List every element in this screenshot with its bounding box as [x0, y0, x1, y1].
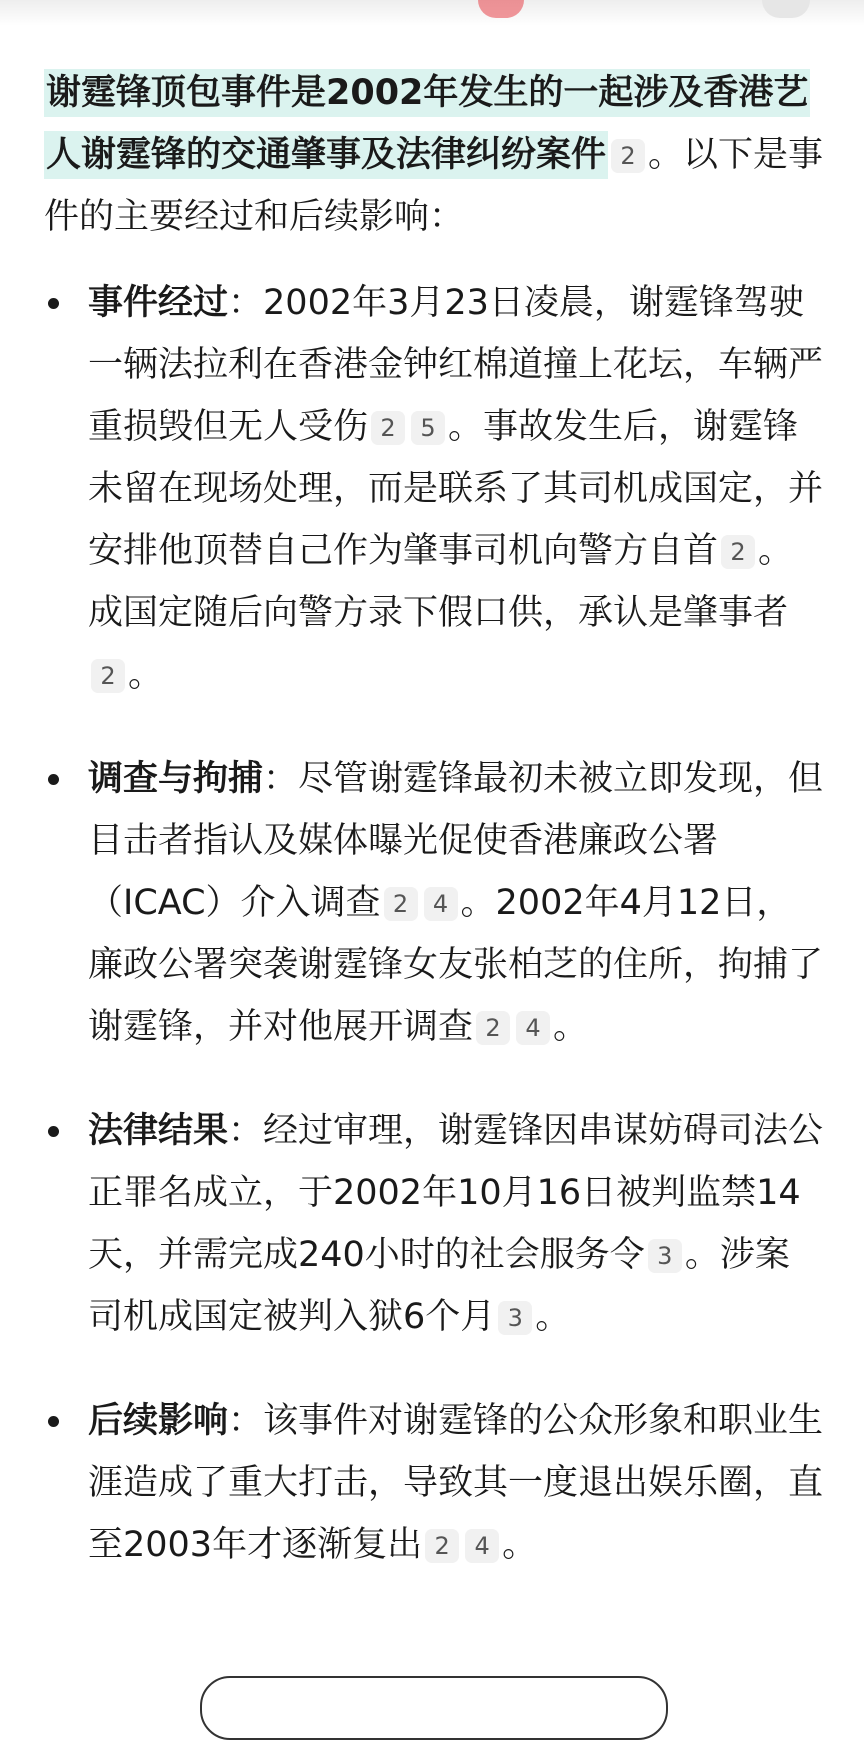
item-label: 法律结果 [88, 1111, 229, 1151]
citation-badge[interactable]: 4 [465, 1529, 499, 1563]
list-item-aftermath [44, 1390, 824, 1576]
citation-badge[interactable]: 2 [721, 535, 755, 569]
item-text: 2002年3月23日凌晨，谢霆锋驾驶一辆法拉利在香港金钟红棉道撞上花坛，车辆严重损毁但无人受伤 [88, 283, 824, 447]
answer-content [44, 62, 824, 1618]
item-sep: ： [228, 1401, 264, 1441]
citation-badge[interactable]: 4 [424, 887, 458, 921]
citation-badge[interactable]: 2 [611, 139, 645, 173]
list-item-investigation [44, 748, 824, 1058]
item-label: 事件经过 [88, 283, 229, 323]
item-text: 。 [502, 1525, 538, 1565]
item-text: 尽管谢霆锋最初未被立即发现，但目击者指认及媒体曝光促使香港廉政公署（ICAC）介入调查 [88, 759, 824, 923]
item-text: 。成国定随后向警方录下假口供，承认是肇事者 [88, 531, 794, 633]
item-text: 该事件对谢霆锋的公众形象和职业生涯造成了重大打击，导致其一度退出娱乐圈，直至2003年才逐渐复出 [88, 1401, 824, 1565]
item-label: 调查与拘捕 [88, 759, 264, 799]
bullet-icon [48, 1126, 59, 1137]
citation-badge[interactable]: 3 [498, 1301, 532, 1335]
intro-paragraph [44, 62, 824, 248]
bullet-icon [48, 298, 59, 309]
item-text: 。 [535, 1297, 571, 1337]
item-text: 经过审理，谢霆锋因串谋妨碍司法公正罪名成立，于2002年10月16日被判监禁14天，并需完成240小时的社会服务令 [88, 1111, 824, 1275]
item-text: 。涉案司机成国定被判入狱6个月 [88, 1235, 790, 1337]
citation-badge[interactable]: 4 [516, 1011, 550, 1045]
citation-badge[interactable]: 5 [411, 411, 445, 445]
top-edge [0, 0, 864, 26]
bottom-action-button[interactable] [200, 1676, 668, 1740]
citation-badge[interactable]: 2 [384, 887, 418, 921]
item-sep: ： [263, 759, 299, 799]
bullet-icon [48, 1416, 59, 1427]
citation-badge[interactable]: 2 [425, 1529, 459, 1563]
intro-highlight: 谢霆锋顶包事件是2002年发生的一起涉及香港艺人谢霆锋的交通肇事及法律纠纷案件 [44, 69, 810, 179]
item-text: 。 [553, 1007, 589, 1047]
bullet-icon [48, 774, 59, 785]
citation-badge[interactable]: 2 [476, 1011, 510, 1045]
citation-badge[interactable]: 2 [91, 659, 125, 693]
list-item-legal-result [44, 1100, 824, 1348]
citation-badge[interactable]: 3 [648, 1239, 682, 1273]
citation-badge[interactable]: 2 [371, 411, 405, 445]
item-text: 。 [128, 655, 164, 695]
item-sep: ： [228, 283, 264, 323]
event-list [44, 272, 824, 1576]
item-sep: ： [228, 1111, 264, 1151]
item-text: 。2002年4月12日，廉政公署突袭谢霆锋女友张柏芝的住所，拘捕了谢霆锋，并对他展开调查 [88, 883, 824, 1047]
list-item-event-process [44, 272, 824, 706]
item-text: 。事故发生后，谢霆锋未留在现场处理，而是联系了其司机成国定，并安排他顶替自己作为肇事司机向警方自首 [88, 407, 824, 571]
intro-tail: 。以下是事件的主要经过和后续影响： [44, 135, 824, 237]
item-label: 后续影响 [88, 1401, 229, 1441]
